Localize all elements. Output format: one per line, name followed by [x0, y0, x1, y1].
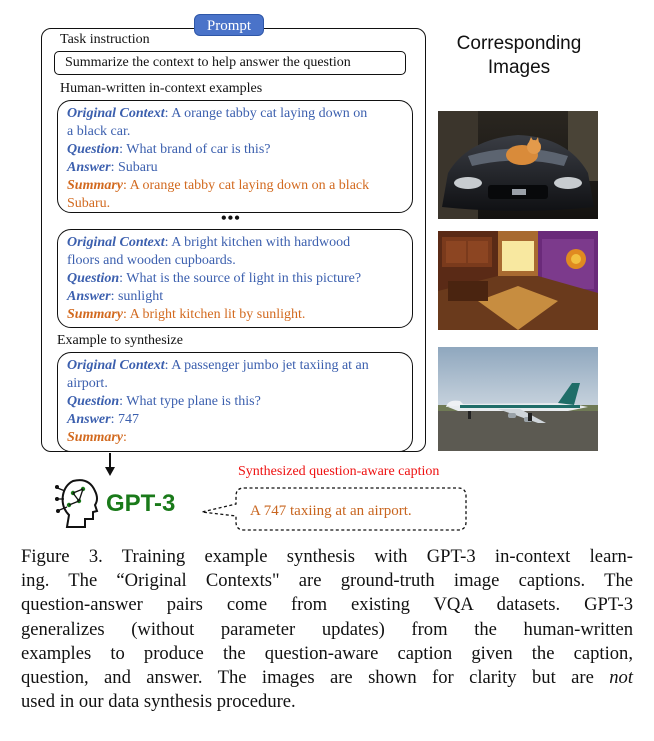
context-line-2: a black car. [67, 124, 131, 139]
answer-label: Answer [67, 160, 111, 175]
summary-line [67, 306, 404, 324]
context-line [67, 105, 404, 123]
synthesized-caption-label: Synthesized question-aware caption [238, 464, 440, 479]
caption-line: used in our data synthesis procedure. [21, 691, 296, 713]
summary-line-2: Subaru. [67, 196, 111, 211]
question-text: : What is the source of light in this picture? [119, 271, 362, 286]
question-line [67, 141, 404, 159]
question-label: Question [67, 142, 120, 157]
context-text: : A passenger jumbo jet taxiing at an [164, 358, 369, 373]
context-text: : A bright kitchen with hardwood [164, 235, 351, 250]
caption-line: ing. The “Original Contexts" are ground-truth image captions. The [21, 570, 633, 592]
context-text: : A orange tabby cat laying down on [164, 106, 368, 121]
answer-line [67, 159, 404, 177]
summary-label: Summary [67, 430, 124, 445]
summary-label: Summary [67, 307, 124, 322]
caption-line: Figure 3. Training example synthesis with GPT-3 in-context learn- [21, 546, 633, 567]
ai-head-icon [55, 475, 103, 529]
car-photo [438, 111, 598, 219]
summary-text: : A orange tabby cat laying down on a black [123, 178, 370, 193]
question-line [67, 393, 404, 411]
ellipsis: ••• [221, 210, 241, 227]
question-text: : What brand of car is this? [119, 142, 271, 157]
task-instruction-label: Task instruction [60, 32, 150, 47]
prompt-tag: Prompt [194, 14, 264, 36]
answer-label: Answer [67, 289, 111, 304]
context-line-2: floors and wooden cupboards. [67, 253, 236, 268]
answer-text: : Subaru [110, 160, 158, 175]
figure-caption [21, 545, 633, 714]
images-header [434, 32, 604, 80]
task-instruction-box: Summarize the context to help answer the question [54, 51, 406, 75]
context-label: Original Context [67, 106, 165, 121]
caption-emphasis: not [609, 667, 634, 689]
human-examples-label: Human-written in-context examples [60, 81, 263, 96]
images-header-line-1: Corresponding [456, 33, 582, 54]
kitchen-photo [438, 231, 598, 330]
summary-line [67, 177, 404, 195]
example-box-1 [57, 100, 413, 213]
caption-line: generalizes (without parameter updates) from the human-written [21, 618, 633, 640]
answer-text: : sunlight [110, 289, 164, 304]
summary-text: : [123, 430, 127, 445]
answer-label: Answer [67, 412, 111, 427]
question-label: Question [67, 271, 120, 286]
summary-text: : A bright kitchen lit by sunlight. [123, 307, 306, 322]
context-line-2: airport. [67, 376, 108, 391]
airplane-photo [438, 347, 598, 451]
answer-line [67, 288, 404, 306]
arrow-down-icon [104, 453, 116, 477]
synthesize-label: Example to synthesize [57, 333, 183, 348]
question-label: Question [67, 394, 120, 409]
answer-text: : 747 [110, 412, 139, 427]
images-header-line-2: Images [487, 57, 551, 78]
context-label: Original Context [67, 358, 165, 373]
answer-line [67, 411, 404, 429]
gpt-3-label: GPT-3 [106, 490, 176, 517]
caption-text: question, and answer. The images are shown for clarity but are [21, 667, 594, 689]
caption-line: examples to produce the question-aware caption given the caption, [21, 642, 633, 664]
example-box-2 [57, 229, 413, 328]
context-label: Original Context [67, 235, 165, 250]
caption-line: question-answer pairs come from existing VQA datasets. GPT-3 [21, 594, 633, 616]
question-line [67, 270, 404, 288]
context-line [67, 234, 404, 252]
example-box-3 [57, 352, 413, 452]
summary-label: Summary [67, 178, 124, 193]
synthesized-caption: A 747 taxiing at an airport. [250, 503, 412, 519]
caption-line-6 [21, 666, 633, 690]
question-text: : What type plane is this? [119, 394, 261, 409]
summary-line [67, 429, 404, 447]
context-line [67, 357, 404, 375]
